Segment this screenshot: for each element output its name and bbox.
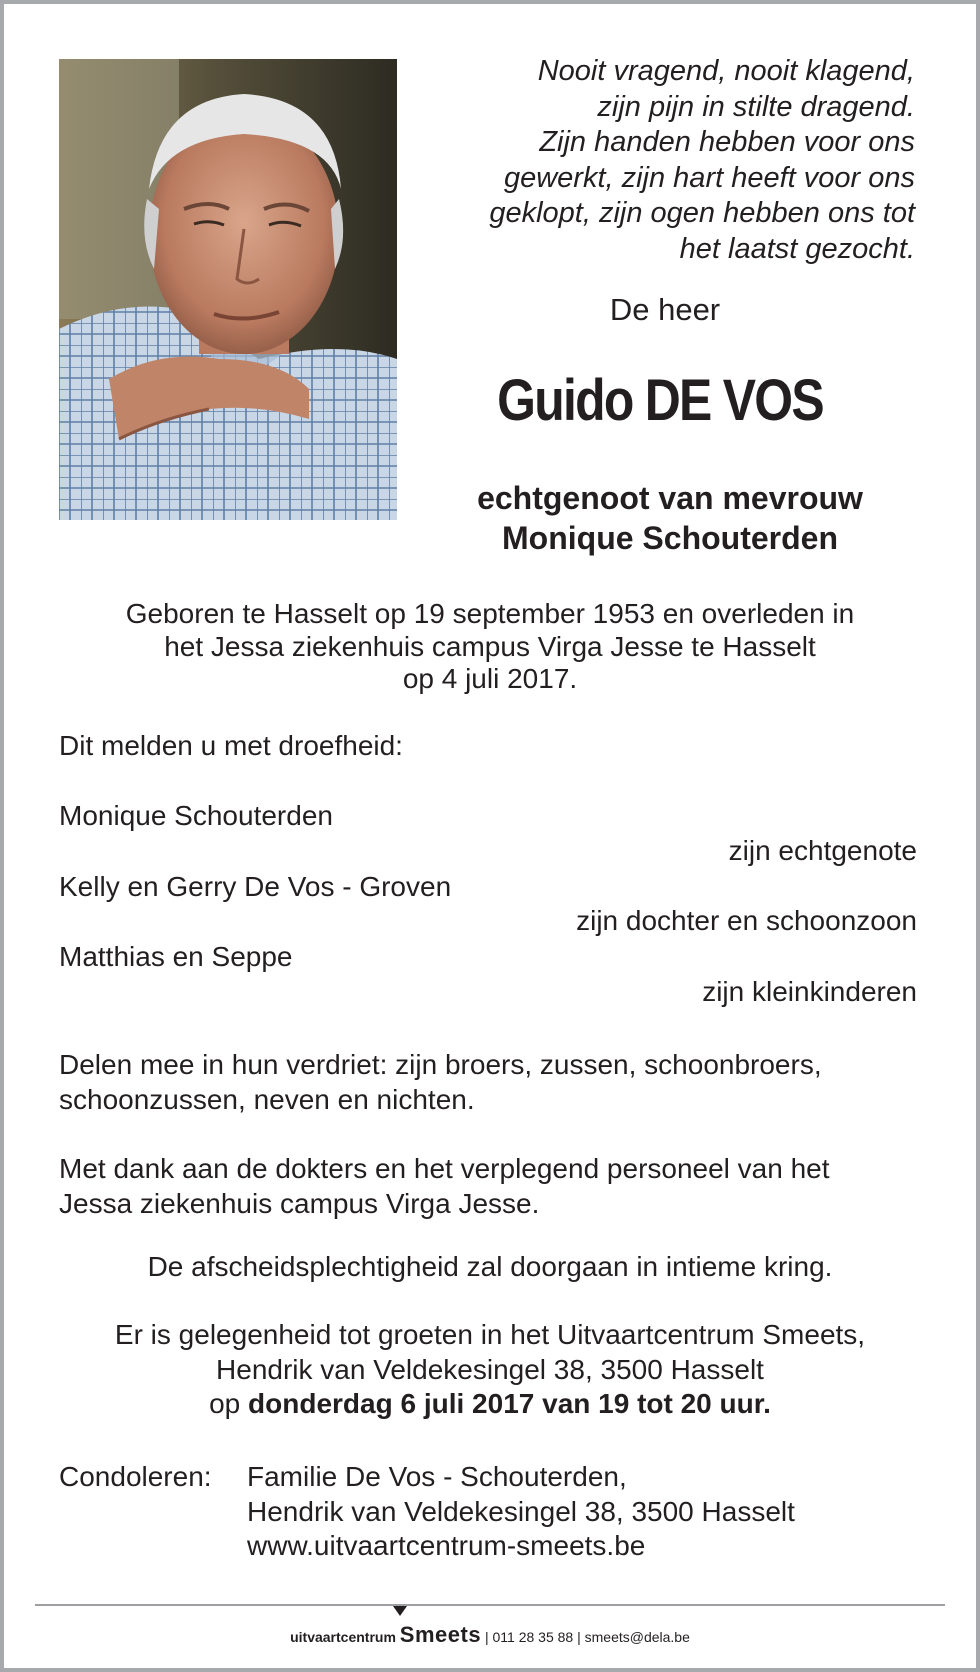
spouse-name: Monique Schouterden (502, 520, 838, 556)
portrait-photo (59, 59, 397, 520)
thanks-paragraph (59, 1151, 929, 1221)
family-member-relation: zijn kleinkinderen (702, 976, 917, 1007)
triangle-marker-icon (393, 1606, 407, 1616)
footer-divider (35, 1604, 945, 1606)
family-member-name: Kelly en Gerry De Vos - Groven (59, 871, 452, 902)
footer-prefix: uitvaartcentrum (290, 1629, 396, 1645)
funeral-home-footer (0, 1622, 980, 1648)
ceremony-note: De afscheidsplechtigheid zal doorgaan in intieme kring. (147, 1251, 833, 1282)
birth-line: op 4 juli 2017. (402, 663, 578, 694)
condolences-label: Condoleren: (59, 1461, 212, 1492)
spouse-line: echtgenoot van mevrouw (477, 480, 863, 516)
poem-line: geklopt, zijn ogen hebben ons tot (489, 197, 915, 229)
sharing-line: Delen mee in hun verdriet: zijn broers, zussen, schoonbroers, (59, 1049, 822, 1080)
visitation-details (40, 1318, 940, 1422)
condolences-website-link[interactable]: www.uitvaartcentrum-smeets.be (247, 1530, 646, 1561)
poem-line: gewerkt, zijn hart heeft voor ons (503, 161, 915, 194)
visitation-line: Er is gelegenheid tot groeten in het Uitvaartcentrum Smeets, (114, 1319, 866, 1350)
announce-intro: Dit melden u met droefheid: (59, 730, 403, 761)
birth-line: het Jessa ziekenhuis campus Virga Jesse te Hasselt (164, 630, 816, 662)
birth-line: Geboren te Hasselt op 19 september 1953 en overleden in (125, 598, 855, 629)
deceased-name: Guido DE VOS (497, 368, 823, 433)
visitation-line (40, 1387, 940, 1422)
visitation-line: Hendrik van Veldekesingel 38, 3500 Hasselt (216, 1353, 764, 1385)
birth-death-details (40, 598, 940, 696)
memorial-poem (445, 54, 915, 267)
family-member-name: Matthias en Seppe (59, 941, 293, 972)
thanks-line: Jessa ziekenhuis campus Virga Jesse. (59, 1188, 540, 1219)
portrait-illustration (59, 59, 397, 520)
family-member-relation: zijn dochter en schoonzoon (576, 905, 917, 936)
condolences-address (247, 1460, 795, 1564)
footer-contact: | 011 28 35 88 | smeets@dela.be (484, 1629, 690, 1645)
family-member-name: Monique Schouterden (59, 800, 333, 831)
funeral-home-logo: Smeets (399, 1622, 482, 1647)
condolences-line: Familie De Vos - Schouterden, (247, 1461, 627, 1492)
visitation-datetime: donderdag 6 juli 2017 van 19 tot 20 uur. (248, 1388, 771, 1419)
poem-line: Zijn handen hebben voor ons (539, 126, 915, 158)
sharing-line: schoonzussen, neven en nichten. (59, 1084, 475, 1115)
visitation-prefix: op (209, 1388, 249, 1419)
poem-line: Nooit vragend, nooit klagend, (537, 55, 915, 87)
thanks-line: Met dank aan de dokters en het verplegend personeel van het (59, 1153, 830, 1184)
honorific: De heer (609, 292, 721, 327)
spouse-info (430, 478, 910, 558)
poem-line: zijn pijn in stilte dragend. (597, 90, 915, 123)
sharing-paragraph (59, 1047, 929, 1117)
condolences-line: Hendrik van Veldekesingel 38, 3500 Hasselt (247, 1495, 795, 1527)
poem-line: het laatst gezocht. (679, 232, 915, 265)
family-member-relation: zijn echtgenote (728, 835, 917, 866)
